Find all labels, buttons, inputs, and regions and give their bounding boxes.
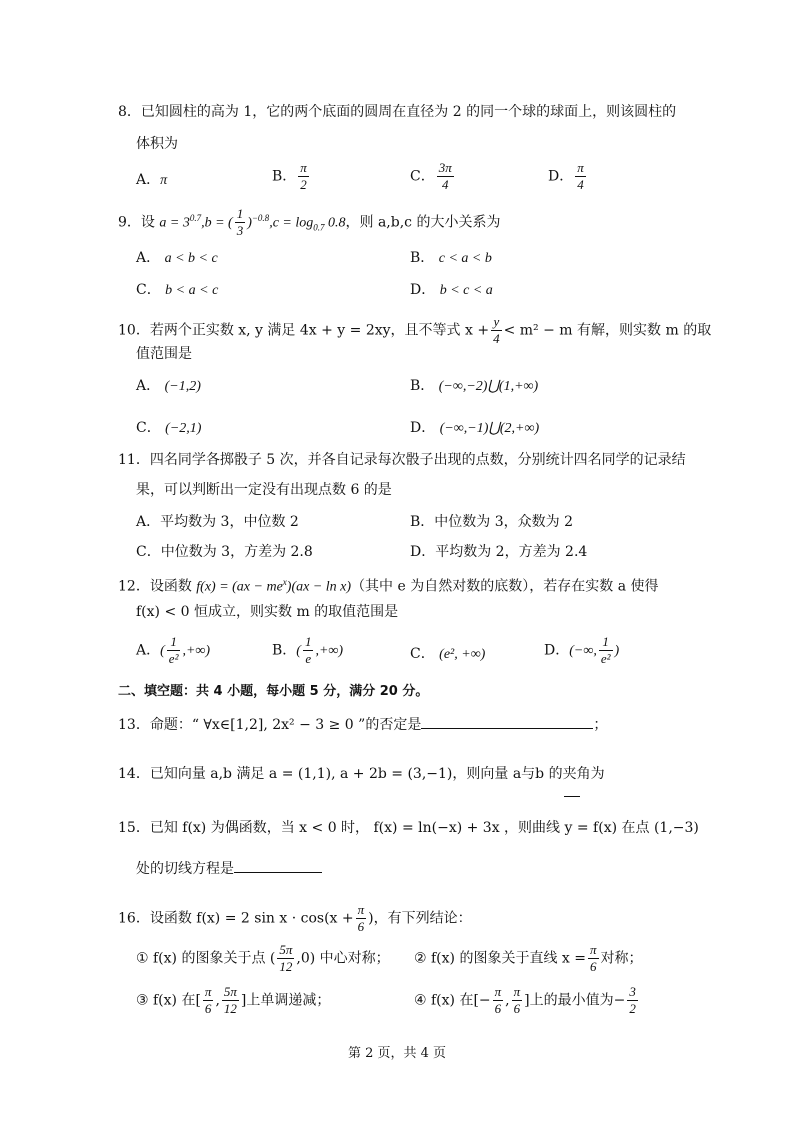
numerator: π <box>577 160 584 175</box>
q9-option-d <box>410 280 493 301</box>
denominator: 6 <box>589 959 597 974</box>
question-12 <box>118 572 708 598</box>
q10-a-value: (−1,2) <box>164 379 201 394</box>
option-letter: D． <box>410 282 436 298</box>
q9-expr-c: ,c = log <box>269 215 314 231</box>
fraction <box>222 984 239 1017</box>
q12-option-b: B．( $\frac{1}{e}$ ,+∞) <box>272 634 344 666</box>
option-letter: D． <box>548 168 574 185</box>
question-13 <box>118 714 718 735</box>
denominator: 4 <box>493 331 500 346</box>
fraction <box>627 984 638 1017</box>
numerator: 5π <box>279 942 293 957</box>
denominator: 6 <box>513 1001 521 1016</box>
q9-exp-a: 0.7 <box>189 212 202 223</box>
q12-prefix: 12．设函数 <box>118 578 197 595</box>
q11-line2: 果，可以判断出一定没有出现点数 6 的是 <box>136 482 392 498</box>
s4-text-a: ④ f(x) 在[− <box>414 992 491 1009</box>
q16-statement-2 <box>414 942 643 975</box>
option-letter: A． <box>136 172 161 188</box>
option-letter: B． <box>410 378 435 394</box>
q9-d-value: b < c < a <box>439 283 493 298</box>
option-letter: B． <box>272 642 297 659</box>
s2-text-b: 对称； <box>600 950 643 967</box>
fraction <box>599 634 613 667</box>
numerator: π <box>494 984 502 999</box>
numerator: 1 <box>304 634 312 649</box>
q14-answer-blank[interactable] <box>564 782 580 797</box>
q11-option-a: A．平均数为 3，中位数 2 <box>136 514 299 530</box>
q10-option-b <box>410 376 538 397</box>
q16-text-1: 16．设函数 f(x) = 2 sin x · cos(x + <box>118 910 354 927</box>
s3-text-a: ③ f(x) 在[ <box>136 992 201 1009</box>
q13-answer-blank[interactable] <box>421 714 593 729</box>
q12-text: （其中 e 为自然对数的底数），若存在实数 a 使得 <box>351 578 659 595</box>
numerator: 1 <box>167 634 181 651</box>
q10-d-value: (−∞,−1)⋃(2,+∞) <box>439 421 540 436</box>
question-15: 15．已知 f(x) 为偶函数，当 x < 0 时， f(x) = ln(−x) + 3x ，则曲线 y = f(x) 在点 (1,−3) <box>118 820 699 836</box>
option-letter: D． <box>544 642 570 659</box>
q9-option-b <box>410 248 492 269</box>
q10-option-a <box>136 376 201 397</box>
page-footer: 第 2 页，共 4 页 <box>347 1046 447 1061</box>
q9-c-value: b < a < c <box>165 283 219 298</box>
q13-text: 13．命题：“ ∀x∈[1,2], 2x² − 3 ≥ 0 ”的否定是 <box>118 717 422 733</box>
numerator: 3 <box>629 984 636 999</box>
denominator: 2 <box>629 1001 636 1016</box>
numerator: π <box>300 160 307 175</box>
denominator: 3 <box>236 223 244 238</box>
denominator: 12 <box>279 959 293 974</box>
q9-prefix: 9．设 <box>118 214 155 231</box>
question-9: 9．设 $a = 3^{0.7},b$ = ( $\frac{1}{3}$ )$^{-0.8},c = \log_{0.7} 0.8$，则 a,b,c 的大小关系为 <box>118 206 501 238</box>
q8-option-d <box>548 160 588 193</box>
fraction <box>298 160 309 193</box>
numerator: y <box>491 314 502 331</box>
q8-option-b <box>272 160 311 193</box>
numerator: 1 <box>236 206 244 221</box>
s3-text-b: ]上单调递减； <box>240 992 331 1009</box>
fraction <box>303 634 314 667</box>
q12-b-tail: ,+∞) <box>315 643 344 659</box>
q10-line2: 值范围是 <box>136 346 192 362</box>
q9-option-a <box>136 248 218 269</box>
q8-option-a <box>136 170 167 191</box>
q12-c-value: (e², +∞) <box>439 647 486 662</box>
numerator: π <box>589 942 597 957</box>
q12-line2: f(x) < 0 恒成立，则实数 m 的取值范围是 <box>136 604 399 620</box>
q15-text: 处的切线方程是 <box>136 861 234 877</box>
q9-b-value: c < a < b <box>438 251 492 266</box>
denominator: e <box>305 651 312 666</box>
option-letter: C． <box>136 420 161 436</box>
denominator: 2 <box>300 177 307 192</box>
option-letter: A． <box>136 642 161 659</box>
denominator: e² <box>168 651 179 666</box>
q8-option-c <box>410 160 456 193</box>
q12-option-d: D．(−∞, $\frac{1}{\text{e²}}$ ) <box>544 634 620 666</box>
q15-answer-blank[interactable] <box>234 858 322 873</box>
question-16 <box>118 902 718 935</box>
option-letter: B． <box>272 168 297 185</box>
s1-text-a: ① f(x) 的图象关于点 ( <box>136 950 276 967</box>
q9-log-arg: 0.8 <box>324 215 346 231</box>
option-letter: D． <box>410 420 436 436</box>
q9-expr-b: ,b = ( <box>201 215 233 231</box>
q16-statement-4: ④ f(x) 在[− $\frac{\pi}{6}$ , $\frac{\pi}{6}$ ]上的最小值为− $\frac{3}{2}$ <box>414 984 636 1016</box>
fraction <box>493 984 504 1017</box>
fraction <box>277 942 294 975</box>
q12-option-a: A．( $\frac{1}{\text{e²}}$ ,+∞) <box>136 634 211 666</box>
denominator: 4 <box>441 177 449 192</box>
q16-text-2: )，有下列结论： <box>368 910 472 927</box>
fraction <box>437 160 454 193</box>
denominator: 6 <box>204 1001 212 1016</box>
q9-exp-b: −0.8 <box>251 212 270 223</box>
numerator: 1 <box>599 634 613 651</box>
option-letter: C． <box>410 168 435 185</box>
q12-d-head: (−∞, <box>569 643 597 659</box>
q10-option-d <box>410 418 539 439</box>
option-letter: C． <box>410 646 435 662</box>
section-heading-fill-in: 二、填空题：共 4 小题，每小题 5 分，满分 20 分。 <box>118 684 429 699</box>
q9-log-base: 0.7 <box>313 222 325 233</box>
numerator: 5π <box>223 984 237 999</box>
denominator: 6 <box>494 1001 502 1016</box>
q12-option-c <box>410 644 485 665</box>
q16-statement-1 <box>136 942 390 975</box>
fraction <box>167 634 181 667</box>
numerator: 3π <box>438 160 452 175</box>
numerator: π <box>357 902 365 917</box>
q8-a-value: π <box>160 173 168 188</box>
s2-text-a: ② f(x) 的图象关于直线 x = <box>414 950 586 967</box>
q8-line2: 体积为 <box>136 136 178 152</box>
q11-option-c: C．中位数为 3，方差为 2.8 <box>136 544 313 560</box>
q12-function-1: f(x) = (ax − me <box>196 579 283 595</box>
q10-text-1: 10．若两个正实数 x, y 满足 4x + y = 2xy，且不等式 x + <box>118 322 490 339</box>
q12-a-tail: ,+∞) <box>182 643 211 659</box>
denominator: 4 <box>577 177 584 192</box>
fraction <box>491 314 502 347</box>
option-letter: A． <box>136 250 161 266</box>
question-10 <box>118 314 718 347</box>
q11-option-b: B．中位数为 3，众数为 2 <box>410 514 574 530</box>
q16-statement-3: ③ f(x) 在[ $\frac{\pi}{6}$ , $\frac{5\pi}{12}$ ]上单调递减； <box>136 984 331 1016</box>
q9-option-c <box>136 280 218 301</box>
q10-option-c <box>136 418 201 439</box>
q9-expr-a: a = 3 <box>159 215 190 231</box>
question-14: 14．已知向量 a,b 满足 a = (1,1), a + 2b = (3,−1)，则向量 a与b 的夹角为 <box>118 766 605 782</box>
question-8 <box>118 102 678 122</box>
q8-line1: 8．已知圆柱的高为 1，它的两个底面的圆周在直径为 2 的同一个球的球面上，则该圆柱的 <box>118 104 677 120</box>
option-letter: A． <box>136 378 161 394</box>
denominator: 12 <box>223 1001 237 1016</box>
q12-function-2: )(ax − ln x) <box>286 579 352 595</box>
fraction <box>512 984 523 1017</box>
q11-option-d: D．平均数为 2，方差为 2.4 <box>410 544 588 560</box>
q13-end: ； <box>593 717 608 733</box>
s1-text-b: ,0) 中心对称； <box>296 950 390 967</box>
numerator: π <box>513 984 521 999</box>
fraction <box>588 942 599 975</box>
numerator: π <box>204 984 212 999</box>
q10-b-value: (−∞,−2)⋃(1,+∞) <box>438 379 539 394</box>
q15-line2 <box>136 858 676 879</box>
option-letter: B． <box>410 250 435 266</box>
denominator: e² <box>600 651 611 666</box>
denominator: 6 <box>357 919 365 934</box>
fraction <box>575 160 586 193</box>
option-letter: C． <box>136 282 161 298</box>
fraction <box>203 984 214 1017</box>
q12-exponent: x <box>282 577 287 587</box>
fraction <box>235 206 246 239</box>
question-11: 11．四名同学各掷骰子 5 次，并各自记录每次骰子出现的点数，分别统计四名同学的记录结 <box>118 452 686 468</box>
q9-suffix: ，则 a,b,c 的大小关系为 <box>345 214 501 231</box>
q9-a-value: a < b < c <box>164 251 218 266</box>
q10-c-value: (−2,1) <box>165 421 202 436</box>
q10-text-2: < m² − m 有解，则实数 m 的取 <box>503 322 712 339</box>
fraction <box>356 902 367 935</box>
s4-text-b: ]上的最小值为− <box>524 992 626 1009</box>
